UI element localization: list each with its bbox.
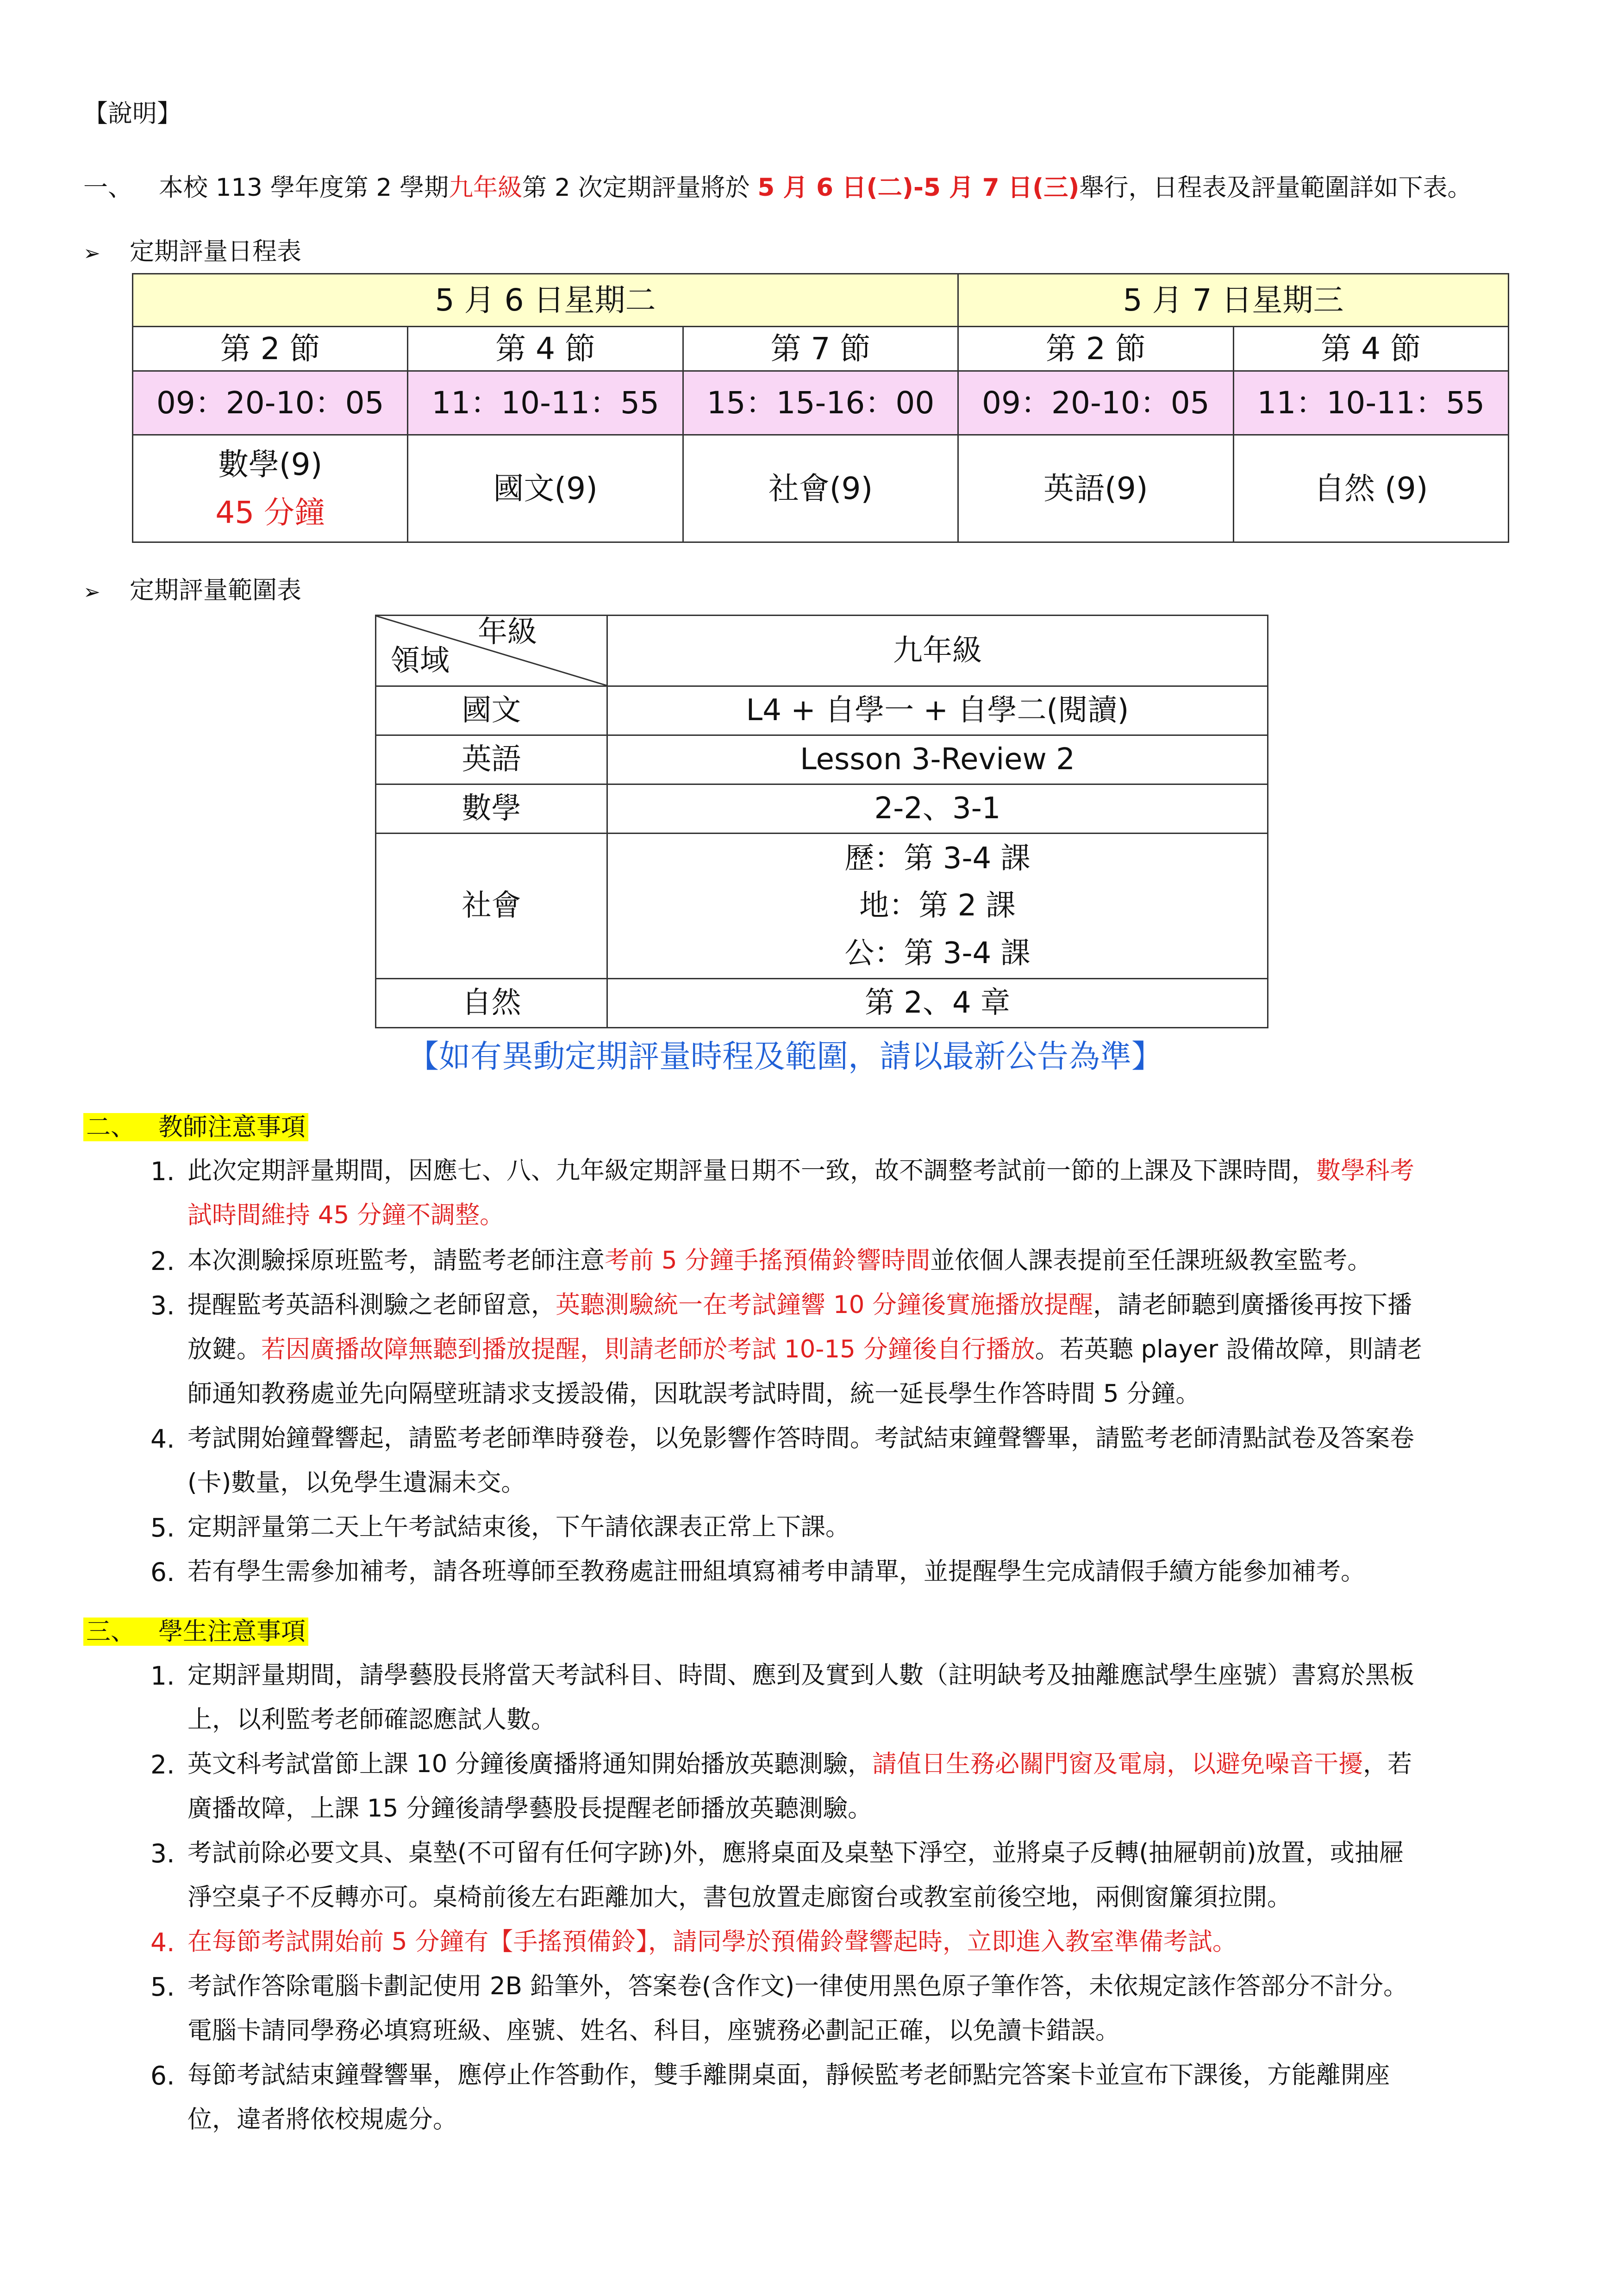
scope-range-line: 公：第 3-4 課 xyxy=(844,936,1031,971)
scope-subject: 社會 xyxy=(376,834,607,979)
item-number: 1. xyxy=(150,1157,175,1186)
schedule-period: 第 2 節 xyxy=(133,327,408,371)
schedule-table xyxy=(132,273,1509,543)
schedule-time: 11：10-11：55 xyxy=(1233,371,1508,435)
schedule-subject: 自然 (9) xyxy=(1233,435,1508,542)
section3-header xyxy=(83,1615,308,1649)
scope-range: L4 + 自學一 + 自學二(閱讀) xyxy=(607,686,1268,735)
schedule-subject: 英語(9) xyxy=(958,435,1233,542)
section1-text-a: 本校 113 學年度第 2 學期 xyxy=(158,174,449,202)
section2-header xyxy=(83,1111,308,1144)
section2-title: 教師注意事項 xyxy=(158,1113,306,1141)
schedule-period: 第 2 節 xyxy=(958,327,1233,371)
schedule-subject: 社會(9) xyxy=(683,435,958,542)
student-item-1-line-1: 定期評量期間，請學藝股長將當天考試科目、時間、應到及實到人數（註明缺考及抽離應試學生座號）書寫於黑板 xyxy=(187,1661,1414,1689)
section1-text-c: 第 2 次定期評量將於 xyxy=(522,174,758,202)
scope-subject: 數學 xyxy=(376,784,607,834)
scope-range-line: 地：第 2 課 xyxy=(859,889,1016,923)
item-number: 5. xyxy=(150,1972,175,2002)
student-item-5-line-2: 電腦卡請同學務必填寫班級、座號、姓名、科目，座號務必劃記正確，以免讀卡錯誤。 xyxy=(187,2016,1120,2045)
scope-range: Lesson 3-Review 2 xyxy=(607,735,1268,784)
student-item-4: 在每節考試開始前 5 分鐘有【手搖預備鈴】，請同學於預備鈴聲響起時，立即進入教室準備考試。 xyxy=(187,1928,1237,1956)
student-item-2-line-2: 廣播故障，上課 15 分鐘後請學藝股長提醒老師播放英聽測驗。 xyxy=(187,1794,873,1823)
scope-range-line: 歷：第 3-4 課 xyxy=(844,841,1031,876)
scope-table xyxy=(375,615,1268,1028)
section1-text-e: 舉行，日程表及評量範圍詳如下表。 xyxy=(1079,174,1472,202)
student-item-3-line-1: 考試前除必要文具、桌墊(不可留有任何字跡)外，應將桌面及桌墊下淨空，並將桌子反轉(抽屜朝前)放置，或抽屜 xyxy=(187,1839,1404,1867)
section1-paragraph xyxy=(83,171,1472,205)
item-number: 2. xyxy=(150,1750,175,1780)
teacher-item-6: 若有學生需參加補考，請各班導師至教務處註冊組填寫補考申請單，並提醒學生完成請假手續方能參加補考。 xyxy=(187,1557,1365,1586)
schedule-day2: 5 月 7 日星期三 xyxy=(958,274,1509,327)
student-item-3-line-2: 淨空桌子不反轉亦可。桌椅前後左右距離加大，書包放置走廊窗台或教室前後空地，兩側窗簾須拉開。 xyxy=(187,1883,1292,1911)
section2-number: 二、 xyxy=(86,1113,135,1141)
section1-grade: 九年級 xyxy=(449,174,523,202)
schedule-period: 第 4 節 xyxy=(1233,327,1508,371)
scope-heading: 定期評量範圍表 xyxy=(130,576,301,604)
intro-heading: 【說明】 xyxy=(83,100,181,128)
teacher-item-3-line-3: 師通知教務處並先向隔壁班請求支援設備，因耽誤考試時間，統一延長學生作答時間 5 分鐘。 xyxy=(187,1380,1200,1408)
student-item-5-line-1: 考試作答除電腦卡劃記使用 2B 鉛筆外，答案卷(含作文)一律使用黑色原子筆作答，未依規定該作答部分不計分。 xyxy=(187,1972,1408,2000)
item-number: 5. xyxy=(150,1513,175,1543)
item-number: 1. xyxy=(150,1661,175,1691)
section1-number: 一、 xyxy=(83,174,132,202)
teacher-item-1-line-1: 此次定期評量期間，因應七、八、九年級定期評量日期不一致，故不調整考試前一節的上課及下課時間，數學科考 xyxy=(187,1157,1414,1185)
schedule-subject: 數學(9) xyxy=(218,447,323,483)
item-number: 3. xyxy=(150,1291,175,1320)
scope-notice: 【如有異動定期評量時程及範圍，請以最新公告為準】 xyxy=(407,1039,1163,1075)
student-item-1-line-2: 上，以利監考老師確認應試人數。 xyxy=(187,1705,556,1734)
schedule-time: 11：10-11：55 xyxy=(408,371,683,435)
student-item-6-line-2: 位，違者將依校規處分。 xyxy=(187,2105,457,2134)
schedule-subject-math xyxy=(133,435,408,542)
item-number: 6. xyxy=(150,1557,175,1587)
scope-grade: 九年級 xyxy=(607,616,1268,686)
schedule-day1: 5 月 6 日星期二 xyxy=(133,274,958,327)
section2-label xyxy=(83,1113,308,1141)
schedule-subject: 國文(9) xyxy=(408,435,683,542)
schedule-math-note: 45 分鐘 xyxy=(215,494,325,530)
arrow-bullet-icon: ➢ xyxy=(83,242,100,265)
teacher-item-4-line-2: (卡)數量，以免學生遺漏未交。 xyxy=(187,1468,526,1497)
scope-range-social xyxy=(607,834,1268,979)
schedule-heading: 定期評量日程表 xyxy=(130,237,301,266)
student-item-2-line-1: 英文科考試當節上課 10 分鐘後廣播將通知開始播放英聽測驗，請值日生務必關門窗及電扇，以避免噪音干擾，若 xyxy=(187,1750,1412,1778)
teacher-item-3-line-1: 提醒監考英語科測驗之老師留意，英聽測驗統一在考試鐘響 10 分鐘後實施播放提醒，請老師聽到廣播後再按下播 xyxy=(187,1291,1412,1319)
item-number: 4. xyxy=(150,1928,175,1957)
teacher-item-1-line-2: 試時間維持 45 分鐘不調整。 xyxy=(187,1201,505,1229)
scope-range: 第 2、4 章 xyxy=(607,979,1268,1028)
scope-corner-top: 年級 xyxy=(478,615,537,649)
teacher-item-4-line-1: 考試開始鐘聲響起，請監考老師準時發卷，以免影響作答時間。考試結束鐘聲響畢，請監考老師清點試卷及答案卷 xyxy=(187,1424,1414,1452)
section3-number: 三、 xyxy=(86,1618,135,1646)
item-number: 4. xyxy=(150,1424,175,1454)
student-item-6-line-1: 每節考試結束鐘聲響畢，應停止作答動作，雙手離開桌面，靜候監考老師點完答案卡並宣布下課後，方能離開座 xyxy=(187,2061,1390,2089)
scope-corner-cell xyxy=(376,616,607,686)
teacher-item-2-line-1: 本次測驗採原班監考，請監考老師注意考前 5 分鐘手搖預備鈴響時間並依個人課表提前至任課班級教室監考。 xyxy=(187,1246,1372,1275)
item-number: 6. xyxy=(150,2061,175,2091)
scope-corner-bottom: 領域 xyxy=(390,643,450,678)
item-number: 2. xyxy=(150,1246,175,1276)
scope-subject: 英語 xyxy=(376,735,607,784)
schedule-period: 第 7 節 xyxy=(683,327,958,371)
scope-range: 2-2、3-1 xyxy=(607,784,1268,834)
section1-dates: 5 月 6 日(二)-5 月 7 日(三) xyxy=(757,174,1080,202)
schedule-time: 15：15-16：00 xyxy=(683,371,958,435)
item-number: 3. xyxy=(150,1839,175,1868)
section3-title: 學生注意事項 xyxy=(158,1618,306,1646)
schedule-time: 09：20-10：05 xyxy=(133,371,408,435)
schedule-period: 第 4 節 xyxy=(408,327,683,371)
scope-subject: 國文 xyxy=(376,686,607,735)
teacher-item-3-line-2: 放鍵。若因廣播故障無聽到播放提醒，則請老師於考試 10-15 分鐘後自行播放。若英聽 player 設備故障，則請老 xyxy=(187,1335,1423,1363)
teacher-item-5: 定期評量第二天上午考試結束後，下午請依課表正常上下課。 xyxy=(187,1513,850,1541)
arrow-bullet-icon: ➢ xyxy=(83,580,100,604)
schedule-time: 09：20-10：05 xyxy=(958,371,1233,435)
section3-label xyxy=(83,1618,308,1646)
scope-subject: 自然 xyxy=(376,979,607,1028)
